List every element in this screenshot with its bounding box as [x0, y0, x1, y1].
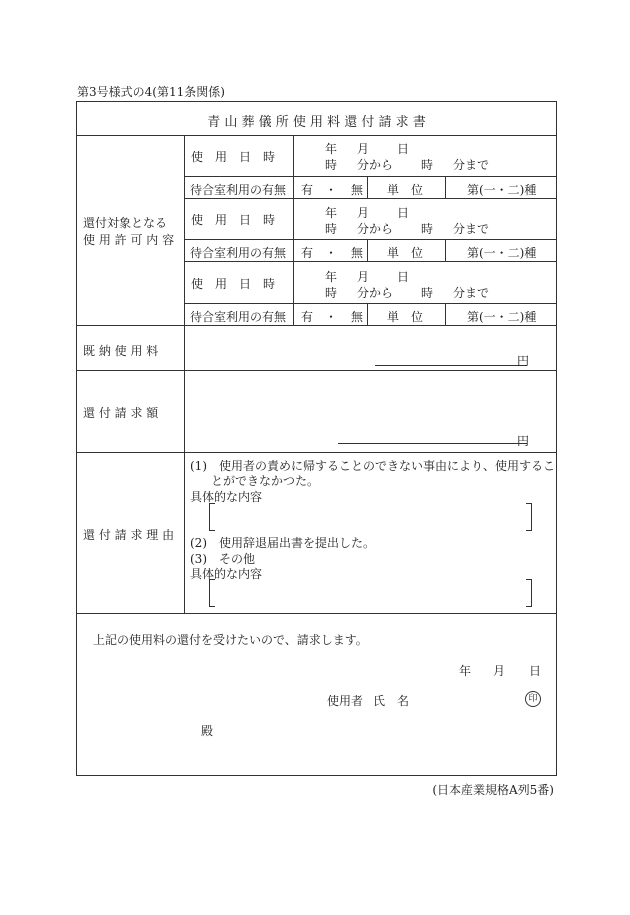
hour-label: 時	[421, 158, 434, 172]
separator-dot: ・	[325, 183, 338, 197]
hour-label: 時	[325, 286, 338, 300]
declaration-text: 上記の使用料の還付を受けたいので、請求します。	[93, 633, 368, 647]
divider	[367, 303, 368, 325]
divider	[184, 198, 556, 199]
divider	[445, 303, 446, 325]
detail-label-2: 具体的な内容	[190, 567, 263, 581]
minute-from-label: 分から	[357, 222, 394, 236]
divider	[184, 261, 556, 262]
refund-request-form	[76, 101, 557, 776]
unit-value: 第(一・二)種	[467, 183, 537, 197]
year-label: 年	[325, 206, 338, 220]
form-title: 青 山 葬 儀 所 使 用 料 還 付 請 求 書	[207, 115, 426, 130]
refund-target-label-2: 使 用 許 可 内 容	[83, 233, 175, 247]
day-label: 日	[397, 270, 410, 284]
paper-size-note: (日本産業規格A列5番)	[432, 783, 554, 797]
date-month: 月	[493, 664, 506, 678]
divider	[77, 370, 556, 371]
divider	[367, 239, 368, 261]
unit-value: 第(一・二)種	[467, 246, 537, 260]
usage-date-label: 使 用 日 時	[191, 277, 276, 291]
user-label: 使用者	[327, 694, 364, 708]
hour-label: 時	[421, 286, 434, 300]
date-year: 年	[459, 664, 472, 678]
month-label: 月	[357, 206, 370, 220]
usage-date-label: 使 用 日 時	[191, 150, 276, 164]
divider	[184, 176, 556, 177]
minute-to-label: 分まで	[453, 158, 490, 172]
separator-dot: ・	[325, 310, 338, 324]
minute-to-label: 分まで	[453, 222, 490, 236]
refund-reason-label: 還 付 請 求 理 由	[83, 528, 175, 542]
waiting-room-label: 待合室利用の有無	[190, 183, 287, 197]
usage-date-label: 使 用 日 時	[191, 213, 276, 227]
year-label: 年	[325, 270, 338, 284]
detail-bracket-right	[526, 579, 532, 607]
waiting-room-label: 待合室利用の有無	[190, 310, 287, 324]
separator-dot: ・	[325, 246, 338, 260]
refund-target-label: 還付対象となる	[83, 216, 168, 230]
day-label: 日	[397, 142, 410, 156]
reason-1-line-2: とができなかつた。	[211, 474, 320, 488]
divider	[77, 613, 556, 614]
divider	[77, 135, 556, 136]
paid-fee-currency: 円	[517, 354, 530, 368]
form-number: 第3号様式の4(第11条関係)	[77, 85, 225, 99]
divider	[184, 239, 556, 240]
detail-bracket-left	[209, 579, 215, 607]
hour-label: 時	[421, 222, 434, 236]
yes-option: 有	[301, 183, 314, 197]
unit-label: 単 位	[387, 183, 424, 197]
year-label: 年	[325, 142, 338, 156]
divider	[184, 303, 556, 304]
divider	[367, 176, 368, 198]
addressee-suffix: 殿	[201, 724, 214, 738]
divider	[293, 135, 294, 325]
hour-label: 時	[325, 158, 338, 172]
no-option: 無	[351, 246, 364, 260]
minute-from-label: 分から	[357, 286, 394, 300]
seal-mark: 印	[525, 691, 541, 707]
paid-fee-field[interactable]	[375, 365, 527, 366]
unit-label: 単 位	[387, 310, 424, 324]
no-option: 無	[351, 183, 364, 197]
refund-amount-currency: 円	[517, 434, 530, 448]
divider	[77, 452, 556, 453]
refund-amount-label: 還 付 請 求 額	[83, 406, 159, 420]
waiting-room-label: 待合室利用の有無	[190, 246, 287, 260]
yes-option: 有	[301, 310, 314, 324]
detail-label-1: 具体的な内容	[190, 490, 263, 504]
minute-from-label: 分から	[357, 158, 394, 172]
day-label: 日	[397, 206, 410, 220]
refund-amount-field[interactable]	[338, 443, 527, 444]
date-day: 日	[529, 664, 542, 678]
divider	[445, 239, 446, 261]
name-label: 氏 名	[373, 694, 410, 708]
yes-option: 有	[301, 246, 314, 260]
reason-2: (2) 使用辞退届出書を提出した。	[190, 536, 375, 550]
detail-bracket-right	[526, 503, 532, 531]
unit-label: 単 位	[387, 246, 424, 260]
divider	[445, 176, 446, 198]
detail-bracket-left	[209, 503, 215, 531]
reason-3: (3) その他	[190, 552, 255, 566]
minute-to-label: 分まで	[453, 286, 490, 300]
reason-1-line-1: (1) 使用者の責めに帰することのできない事由により、使用するこ	[190, 459, 556, 473]
paid-fee-label: 既 納 使 用 料	[83, 344, 159, 358]
unit-value: 第(一・二)種	[467, 310, 537, 324]
divider	[184, 135, 185, 613]
divider	[77, 325, 556, 326]
hour-label: 時	[325, 222, 338, 236]
month-label: 月	[357, 142, 370, 156]
month-label: 月	[357, 270, 370, 284]
no-option: 無	[351, 310, 364, 324]
